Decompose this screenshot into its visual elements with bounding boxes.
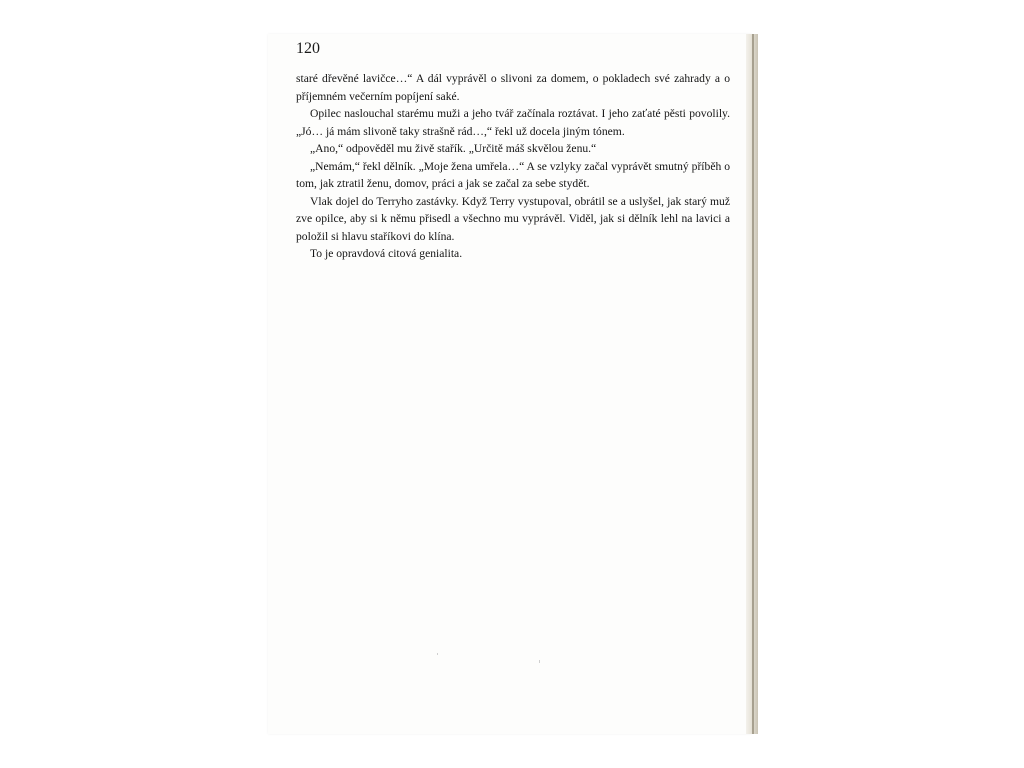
paragraph-1: staré dřevěné lavičce…“ A dál vyprávěl o slivoni za domem, o pokladech své zahrady a o příjemném večerním popíjení saké. [296,72,730,103]
paragraph-4: „Nemám,“ řekl dělník. „Moje žena umřela…“ A se vzlyky začal vyprávět smutný příběh o tom, jak ztratil ženu, domov, práci a jak se začal za sebe stydět. [296,159,730,190]
paragraph-5: Vlak dojel do Terryho zastávky. Když Terry vystupoval, obrátil se a uslyšel, jak starý muž zve opilce, aby si k němu přisedl a všechno mu vyprávěl. Viděl, jak si dělník lehl na lavici a položil si hlavu staříkovi do klína. [296,194,730,243]
paragraph-6: To je opravdová citová genialita. [310,247,463,260]
paragraph-3: „Ano,“ odpověděl mu živě stařík. „Určitě máš skvělou ženu.“ [310,142,597,155]
scan-speck [539,660,540,663]
page-number: 120 [296,40,320,57]
body-text [296,70,730,263]
paragraph-2: Opilec naslouchal starému muži a jeho tvář začínala roztávat. I jeho zaťaté pěsti povolily. „Jó… já mám slivoně taky strašně rád…,“ řekl už docela jiným tónem. [296,107,730,138]
scan-speck [437,653,438,655]
page-edge-line [752,34,754,734]
